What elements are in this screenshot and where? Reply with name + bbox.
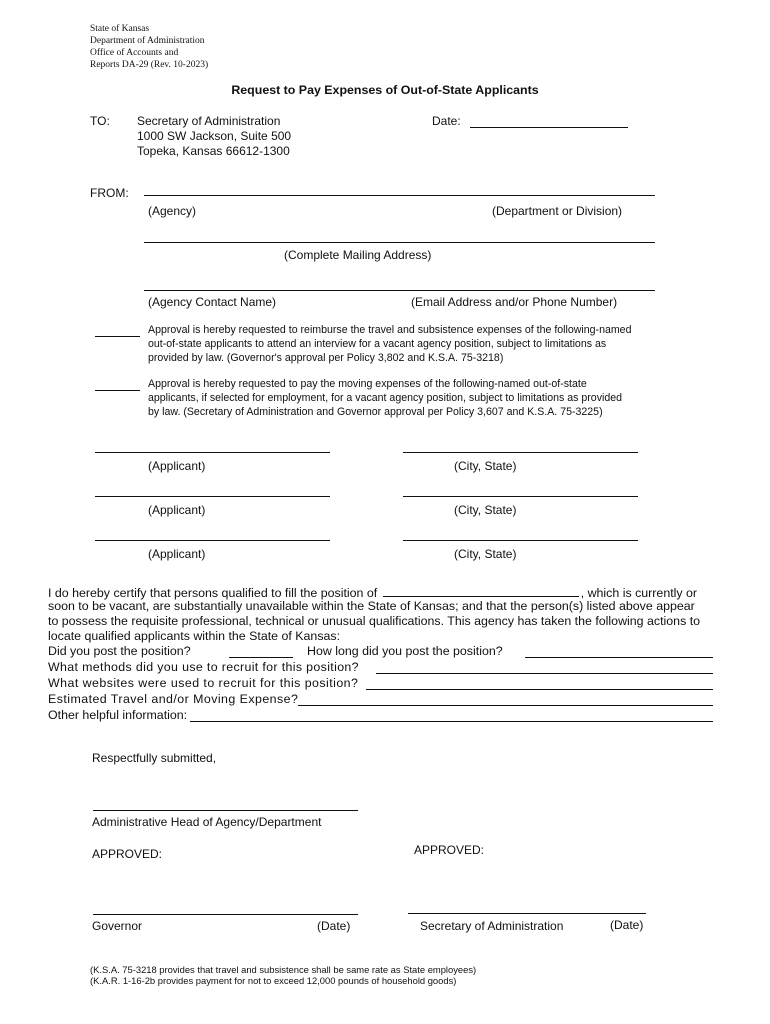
websites-question: What websites were used to recruit for this position? bbox=[48, 676, 359, 690]
other-info-label: Other helpful information: bbox=[48, 708, 188, 722]
header-line-2: Department of Administration bbox=[90, 36, 205, 46]
to-address-line-3: Topeka, Kansas 66612-1300 bbox=[137, 144, 290, 158]
certify-line-1-start: I do hereby certify that persons qualified to fill the position of bbox=[48, 586, 378, 600]
applicant-3-caption: (Applicant) bbox=[148, 547, 206, 561]
governor-caption: Governor bbox=[92, 919, 143, 933]
applicant-1-caption: (Applicant) bbox=[148, 459, 206, 473]
document-title: Request to Pay Expenses of Out-of-State Applicants bbox=[231, 83, 539, 97]
footnote-2: (K.A.R. 1-16-2b provides payment for not to exceed 12,000 pounds of household goods) bbox=[90, 975, 457, 986]
admin-head-signature-field[interactable] bbox=[93, 810, 358, 811]
applicant-2-field[interactable] bbox=[95, 496, 330, 497]
certify-line-1-end: , which is currently or bbox=[580, 586, 698, 600]
certify-line-3: to possess the requisite professional, technical or unusual qualifications. This agency has taken the following actions to bbox=[48, 614, 701, 628]
other-info-field[interactable] bbox=[190, 721, 713, 722]
secretary-signature-field[interactable] bbox=[408, 913, 646, 914]
applicant-2-city-field[interactable] bbox=[403, 496, 638, 497]
secretary-caption: Secretary of Administration bbox=[420, 919, 564, 933]
applicant-1-field[interactable] bbox=[95, 452, 330, 453]
to-address-line-1: Secretary of Administration bbox=[137, 114, 281, 128]
header-line-4: Reports DA-29 (Rev. 10-2023) bbox=[90, 60, 209, 70]
mailing-address-caption: (Complete Mailing Address) bbox=[284, 248, 432, 262]
secretary-date-caption: (Date) bbox=[610, 918, 644, 932]
respectfully-submitted: Respectfully submitted, bbox=[92, 751, 217, 765]
date-field[interactable] bbox=[470, 127, 628, 128]
expense-question: Estimated Travel and/or Moving Expense? bbox=[48, 692, 299, 706]
applicant-2-city-caption: (City, State) bbox=[454, 503, 517, 517]
post-question: Did you post the position? bbox=[48, 644, 191, 658]
approved-right-label: APPROVED: bbox=[414, 843, 485, 857]
approval-moving-checkline[interactable] bbox=[95, 390, 140, 391]
header-line-3: Office of Accounts and bbox=[90, 48, 179, 58]
applicant-1-city-caption: (City, State) bbox=[454, 459, 517, 473]
approval-travel-line-2: out-of-state applicants to attend an interview for a vacant agency position, subject to limitations as bbox=[148, 338, 607, 350]
websites-field[interactable] bbox=[366, 689, 713, 690]
post-duration-field[interactable] bbox=[525, 657, 713, 658]
certify-line-4: locate qualified applicants within the State of Kansas: bbox=[48, 629, 341, 643]
to-label: TO: bbox=[90, 114, 110, 128]
approval-moving-line-2: applicants, if selected for employment, for a vacant agency position, subject to limitations as provided bbox=[148, 392, 623, 404]
governor-signature-field[interactable] bbox=[93, 914, 358, 915]
applicant-3-city-caption: (City, State) bbox=[454, 547, 517, 561]
approval-moving-line-1: Approval is hereby requested to pay the moving expenses of the following-named out-of-state bbox=[148, 378, 587, 390]
position-field[interactable] bbox=[383, 584, 579, 597]
admin-head-caption: Administrative Head of Agency/Department bbox=[92, 815, 322, 829]
post-duration-question: How long did you post the position? bbox=[307, 644, 503, 658]
applicant-3-field[interactable] bbox=[95, 540, 330, 541]
certify-line-2: soon to be vacant, are substantially unavailable within the State of Kansas; and that the person(s) listed above appear bbox=[48, 599, 695, 613]
applicant-1-city-field[interactable] bbox=[403, 452, 638, 453]
approval-travel-line-1: Approval is hereby requested to reimburse the travel and subsistence expenses of the following-named bbox=[148, 324, 632, 336]
footnote-1: (K.S.A. 75-3218 provides that travel and subsistence shall be same rate as State employees) bbox=[90, 964, 477, 975]
mailing-address-field[interactable] bbox=[144, 242, 655, 243]
approved-left-label: APPROVED: bbox=[92, 847, 163, 861]
expense-field[interactable] bbox=[298, 705, 713, 706]
to-address-line-2: 1000 SW Jackson, Suite 500 bbox=[137, 129, 292, 143]
email-phone-caption: (Email Address and/or Phone Number) bbox=[411, 295, 618, 309]
approval-moving-line-3: by law. (Secretary of Administration and Governor approval per Policy 3,607 and K.S.A. 75-3225) bbox=[148, 406, 603, 418]
date-label: Date: bbox=[432, 114, 461, 128]
recruit-methods-question: What methods did you use to recruit for this position? bbox=[48, 660, 359, 674]
applicant-3-city-field[interactable] bbox=[403, 540, 638, 541]
header-line-1: State of Kansas bbox=[90, 24, 150, 34]
recruit-methods-field[interactable] bbox=[376, 673, 713, 674]
agency-department-field[interactable] bbox=[144, 195, 655, 196]
contact-field[interactable] bbox=[144, 290, 655, 291]
governor-date-caption: (Date) bbox=[317, 919, 351, 933]
agency-caption: (Agency) bbox=[148, 204, 197, 218]
contact-name-caption: (Agency Contact Name) bbox=[148, 295, 277, 309]
approval-travel-checkline[interactable] bbox=[95, 336, 140, 337]
approval-travel-line-3: provided by law. (Governor's approval per Policy 3,802 and K.S.A. 75-3218) bbox=[148, 352, 504, 364]
post-position-field[interactable] bbox=[229, 657, 293, 658]
department-caption: (Department or Division) bbox=[492, 204, 623, 218]
from-label: FROM: bbox=[90, 186, 129, 200]
applicant-2-caption: (Applicant) bbox=[148, 503, 206, 517]
